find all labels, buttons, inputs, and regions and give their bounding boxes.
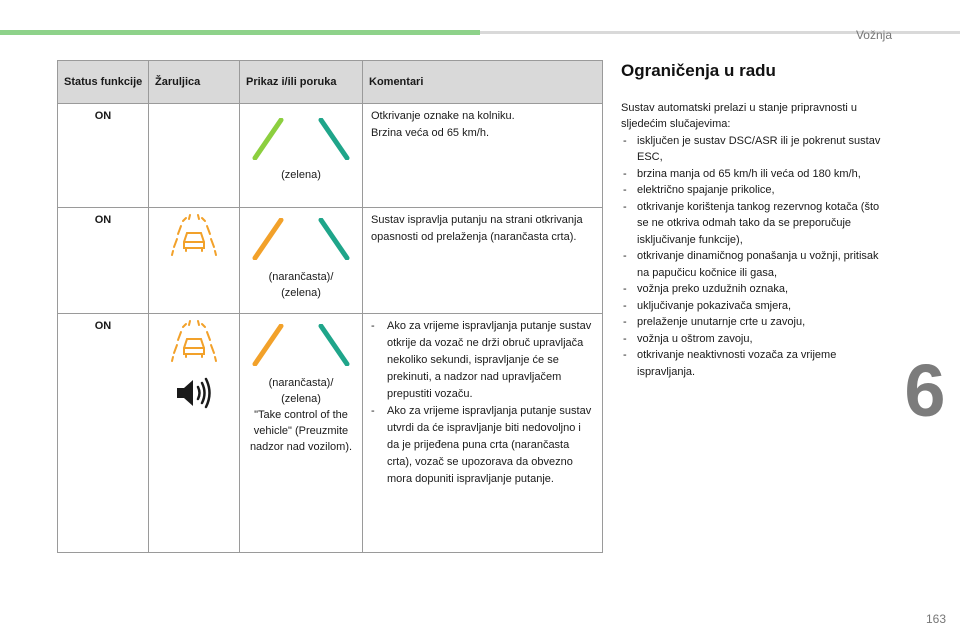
status-cell: ON <box>58 314 149 553</box>
display-text: (narančasta)/ (zelena) "Take control of the vehicle" (Preuzmite nadzor nad vozilom). <box>249 377 353 453</box>
list-item: - uključivanje pokazivača smjera, <box>621 298 891 315</box>
comment-cell <box>363 314 603 553</box>
display-cell <box>240 104 363 208</box>
header-status: Status funkcije <box>58 61 149 104</box>
list-item: - vožnja u oštrom zavoju, <box>621 331 891 348</box>
lane-lines-orange-green-icon <box>251 324 351 366</box>
status-table <box>57 60 603 553</box>
chapter-number: 6 <box>904 348 946 432</box>
lane-lines-orange-green-icon <box>251 218 351 260</box>
display-cell <box>240 314 363 553</box>
comment-text: Otkrivanje oznake na kolniku. Brzina veća od 65 km/h. <box>371 110 515 140</box>
display-text: (zelena) <box>281 169 321 181</box>
list-item: - prelaženje unutarnje crte u zavoju, <box>621 314 891 331</box>
comment-list <box>371 318 594 488</box>
lamp-cell <box>149 208 240 314</box>
lane-assist-lamp-icon <box>168 212 220 258</box>
table-row <box>58 314 603 553</box>
limitations-section <box>621 58 891 380</box>
section-title: Ograničenja u radu <box>621 61 776 80</box>
header-display: Prikaz i/ili poruka <box>240 61 363 104</box>
limitations-list <box>621 133 891 381</box>
display-text: (narančasta)/ (zelena) <box>268 271 334 299</box>
list-item: - Ako za vrijeme ispravljanja putanje sustav utvrdi da će ispravljanje biti nedovoljno i da je prijeđena puna crta (narančasta crta), vozač se upozorava da obvezno mora dopuniti ispravljanje putanje. <box>371 403 594 488</box>
list-item: - otkrivanje dinamičnog ponašanja u vožnji, pritisak na papučicu kočnice ili gasa, <box>621 248 891 281</box>
comment-cell <box>363 104 603 208</box>
status-cell: ON <box>58 208 149 314</box>
header-lamp: Žaruljica <box>149 61 240 104</box>
table-row <box>58 208 603 314</box>
lane-lines-green-icon <box>251 118 351 160</box>
list-item: - vožnja preko uzdužnih oznaka, <box>621 281 891 298</box>
lamp-cell <box>149 314 240 553</box>
list-item: - otkrivanje neaktivnosti vozača za vrijeme ispravljanja. <box>621 347 891 380</box>
chapter-tab <box>890 336 960 444</box>
list-item: - isključen je sustav DSC/ASR ili je pokrenut sustav ESC, <box>621 133 891 166</box>
header-accent-bar <box>0 30 480 35</box>
intro-text: Sustav automatski prelazi u stanje pripravnosti u sljedećim slučajevima: <box>621 101 858 130</box>
status-cell: ON <box>58 104 149 208</box>
comment-cell <box>363 208 603 314</box>
list-item: - Ako za vrijeme ispravljanja putanje sustav otkrije da vozač ne drži obruč upravljača nekoliko sekundi, ispravljanje će se prekinuti, a nadzor nad upravljačem prepustiti vozaču. <box>371 318 594 403</box>
list-item: - otkrivanje korištenja tankog rezervnog kotača (što se ne otkriva odmah tako da se preporučuje isključivanje funkcije), <box>621 199 891 249</box>
lane-assist-lamp-icon <box>168 318 220 364</box>
table-row <box>58 104 603 208</box>
header-comments: Komentari <box>363 61 603 104</box>
speaker-sound-icon <box>174 376 214 410</box>
display-cell <box>240 208 363 314</box>
lamp-cell <box>149 104 240 208</box>
comment-text: Sustav ispravlja putanju na strani otkrivanja opasnosti od prelaženja (narančasta crta). <box>371 214 583 244</box>
list-item: - brzina manja od 65 km/h ili veća od 180 km/h, <box>621 166 891 183</box>
section-label: Vožnja <box>855 28 892 42</box>
table-header-row <box>58 61 603 104</box>
list-item: - električno spajanje prikolice, <box>621 182 891 199</box>
page-number: 163 <box>925 612 946 626</box>
